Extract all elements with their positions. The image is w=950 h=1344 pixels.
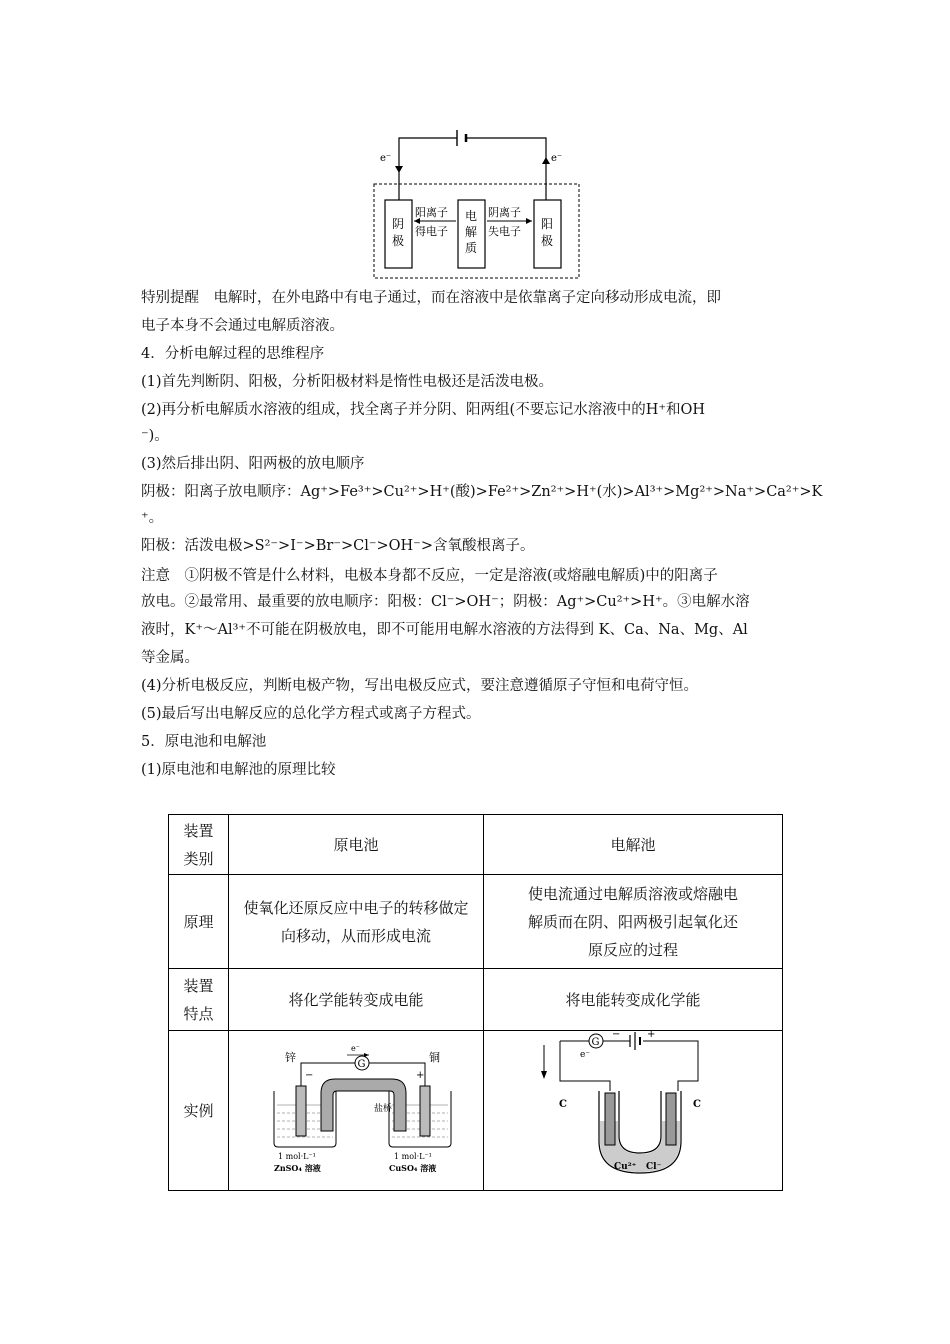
- anion-label-cl: Cl⁻: [646, 1162, 662, 1172]
- anode-char-2: 极: [541, 234, 554, 248]
- cation-action: 得电子: [415, 225, 448, 238]
- anode-char-1: 阳: [541, 217, 554, 231]
- example-electrolytic-cell: [484, 1031, 783, 1191]
- electrolyte-char-2: 解: [465, 225, 478, 239]
- header-galvanic: 原电池: [229, 815, 484, 875]
- cathode-char-2: 极: [392, 234, 405, 248]
- zinc-label: 锌: [285, 1051, 296, 1064]
- galvanic-plus: +: [416, 1070, 425, 1081]
- cation-label-cu: Cu²⁺: [614, 1162, 637, 1172]
- example-label: 实例: [169, 1031, 229, 1191]
- principle-label: 原理: [169, 875, 229, 969]
- anode-order: 阳极：活泼电极>S²⁻>I⁻>Br⁻>Cl⁻>OH⁻>含氧酸根离子。: [141, 538, 535, 554]
- electron-label-right: e⁻: [551, 153, 563, 164]
- table-row: [169, 1031, 783, 1191]
- principle-galvanic: [229, 875, 484, 969]
- feature-label-line-2: 特点: [183, 1004, 214, 1023]
- electrolyte-char-3: 质: [465, 241, 478, 255]
- galvanic-electron: e⁻: [351, 1044, 360, 1053]
- electrolytic-minus: −: [612, 1031, 621, 1040]
- electron-label-left: e⁻: [380, 153, 392, 164]
- electrolytic-electron: e⁻: [580, 1050, 591, 1060]
- s4-step-4: (4)分析电极反应，判断电极产物，写出电极反应式，要注意遵循原子守恒和电荷守恒。: [141, 678, 699, 694]
- principle-electrolytic-line-2: 解质而在阴、阳两极引起氧化还: [527, 912, 738, 931]
- feature-electrolytic: 将电能转变成化学能: [484, 969, 783, 1031]
- header-label-cell: [169, 815, 229, 875]
- feature-label-cell: [169, 969, 229, 1031]
- anion-label: 阴离子: [488, 206, 521, 219]
- galvanometer-label-2: G: [591, 1037, 600, 1048]
- tip-line-2: 电子本身不会通过电解质溶液。: [141, 318, 344, 334]
- s4-step-5: (5)最后写出电解反应的总化学方程式或离子方程式。: [141, 706, 481, 722]
- electrolyte-char-1: 电: [465, 209, 478, 223]
- copper-label: 铜: [429, 1051, 440, 1064]
- cation-label: 阳离子: [415, 206, 448, 219]
- cathode-char-1: 阴: [392, 217, 405, 231]
- note-line-3: 液时，K⁺～Al³⁺不可能在阴极放电，即不可能用电解水溶液的方法得到 K、Ca、Na、Mg、Al: [141, 622, 748, 638]
- s4-step-1: (1)首先判断阴、阳极，分析阳极材料是惰性电极还是活泼电极。: [141, 374, 554, 390]
- left-concentration: 1 mol·L⁻¹: [278, 1152, 316, 1161]
- tip-line-1: 特别提醒 电解时，在外电路中有电子通过，而在溶液中是依靠离子定向移动形成电流，即: [141, 290, 721, 306]
- principle-electrolytic-line-3: 原反应的过程: [587, 940, 678, 959]
- electrolysis-schematic: [370, 128, 585, 280]
- example-galvanic-cell: [229, 1031, 484, 1191]
- table-row: [169, 815, 783, 875]
- s5-subsection-1: (1)原电池和电解池的原理比较: [141, 762, 336, 778]
- note-line-1: 注意 ①阴极不管是什么材料，电极本身都不反应，一定是溶液(或熔融电解质)中的阳离子: [141, 568, 718, 584]
- anion-action: 失电子: [488, 225, 521, 238]
- table-row: [169, 875, 783, 969]
- left-solution: ZnSO₄ 溶液: [274, 1163, 321, 1173]
- table-row: [169, 969, 783, 1031]
- electrolytic-plus: +: [647, 1031, 656, 1040]
- s4-step-2-line-2: ⁻)。: [141, 428, 169, 444]
- electrolytic-cell-figure: [500, 1031, 766, 1181]
- right-concentration: 1 mol·L⁻¹: [394, 1152, 432, 1161]
- header-electrolytic: 电解池: [484, 815, 783, 875]
- s4-step-3: (3)然后排出阴、阳两极的放电顺序: [141, 456, 365, 472]
- principle-galvanic-line-2: 向移动，从而形成电流: [280, 926, 431, 945]
- principle-electrolytic-line-1: 使电流通过电解质溶液或熔融电: [527, 884, 738, 903]
- note-line-2: 放电。②最常用、最重要的放电顺序：阳极：Cl⁻>OH⁻；阴极：Ag⁺>Cu²⁺>H⁺。③电解水溶: [141, 594, 750, 610]
- galvanometer-label-1: G: [357, 1059, 366, 1070]
- section-5-title: 5．原电池和电解池: [141, 734, 267, 750]
- cathode-order-line-2: ⁺。: [141, 510, 164, 526]
- s4-step-2-line-1: (2)再分析电解质水溶液的组成，找全离子并分阴、阳两组(不要忘记水溶液中的H⁺和OH: [141, 402, 706, 418]
- section-4-title: 4．分析电解过程的思维程序: [141, 346, 325, 362]
- header-label-line-1: 装置: [183, 821, 214, 840]
- salt-bridge-label: 盐桥: [374, 1104, 393, 1114]
- right-solution: CuSO₄ 溶液: [389, 1163, 437, 1173]
- comparison-table: [168, 814, 783, 1191]
- note-line-4: 等金属。: [141, 650, 199, 666]
- left-electrode-label: C: [559, 1099, 567, 1110]
- header-label-line-2: 类别: [183, 849, 214, 868]
- right-electrode-label: C: [693, 1099, 701, 1110]
- galvanic-cell-figure: [229, 1031, 484, 1181]
- feature-galvanic: 将化学能转变成电能: [229, 969, 484, 1031]
- galvanic-minus: −: [305, 1070, 314, 1081]
- feature-label-line-1: 装置: [183, 976, 214, 995]
- cathode-order-line-1: 阴极：阳离子放电顺序：Ag⁺>Fe³⁺>Cu²⁺>H⁺(酸)>Fe²⁺>Zn²⁺>H⁺(水)>Al³⁺>Mg²⁺>Na⁺>Ca²⁺>K: [141, 484, 823, 500]
- principle-electrolytic: [484, 875, 783, 969]
- principle-galvanic-line-1: 使氧化还原反应中电子的转移做定: [243, 898, 469, 917]
